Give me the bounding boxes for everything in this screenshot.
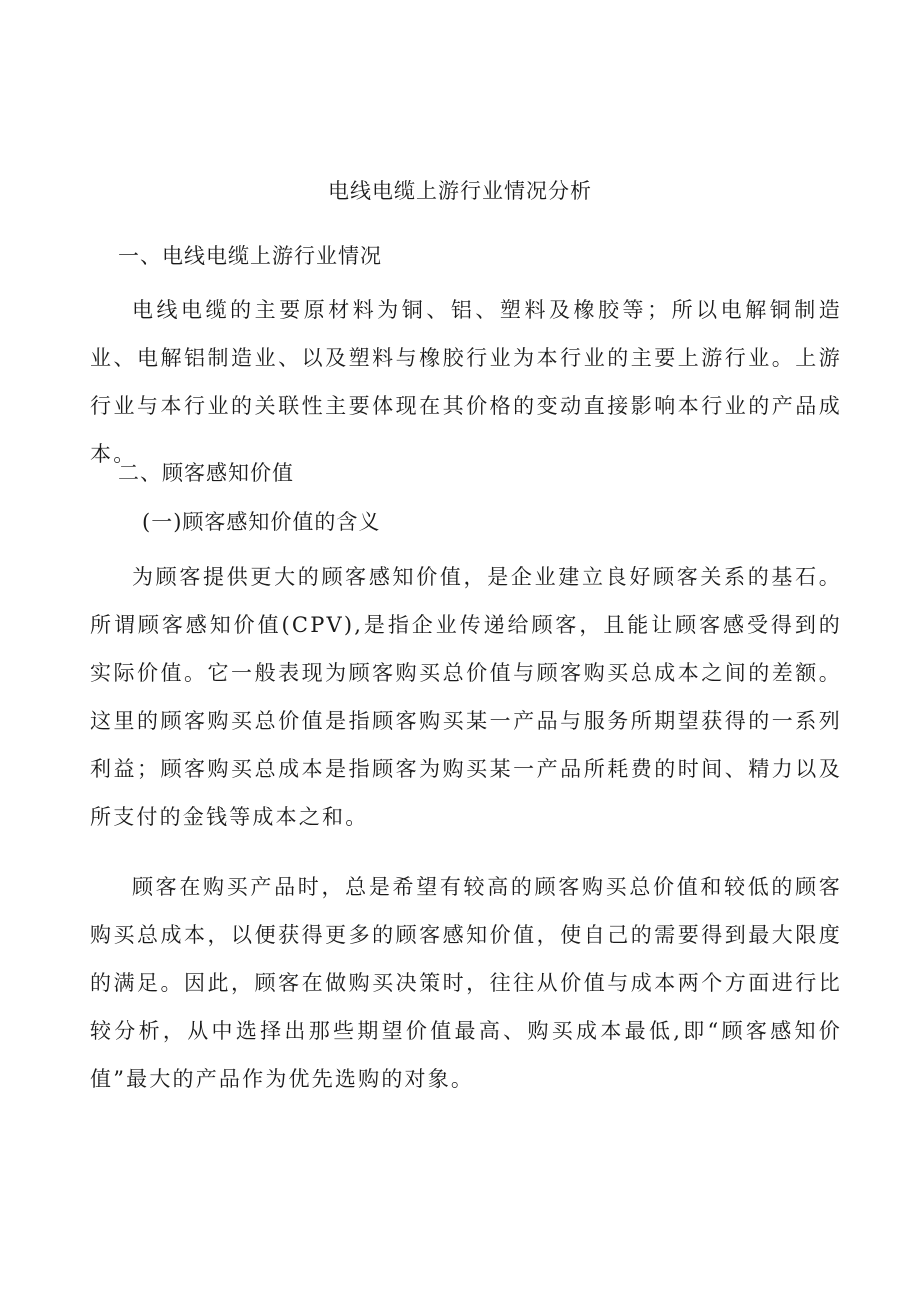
section-1-heading: 一、电线电缆上游行业情况 (118, 244, 382, 268)
section-2-heading: 二、顾客感知价值 (118, 461, 294, 485)
section-2-subheading: (一)顾客感知价值的含义 (142, 510, 381, 534)
document-title: 电线电缆上游行业情况分析 (328, 179, 592, 203)
section-1-paragraph: 电线电缆的主要原材料为铜、铝、塑料及橡胶等；所以电解铜制造业、电解铝制造业、以及塑料与橡胶行业为本行业的主要上游行业。上游行业与本行业的关联性主要体现在其价格的变动直接影响本行业的产品成本。 (90, 298, 842, 466)
section-2-paragraph-1: 为顾客提供更大的顾客感知价值，是企业建立良好顾客关系的基石。所谓顾客感知价值(CPV),是指企业传递给顾客，且能让顾客感受得到的实际价值。它一般表现为顾客购买总价值与顾客购买总成本之间的差额。这里的顾客购买总价值是指顾客购买某一产品与服务所期望获得的一系列利益；顾客购买总成本是指顾客为购买某一产品所耗费的时间、精力以及所支付的金钱等成本之和。 (90, 565, 842, 829)
section-2-paragraph-2: 顾客在购买产品时，总是希望有较高的顾客购买总价值和较低的顾客购买总成本，以便获得更多的顾客感知价值，使自己的需要得到最大限度的满足。因此，顾客在做购买决策时，往往从价值与成本两个方面进行比较分析，从中选择出那些期望价值最高、购买成本最低,即“顾客感知价值”最大的产品作为优先选购的对象。 (90, 875, 842, 1091)
